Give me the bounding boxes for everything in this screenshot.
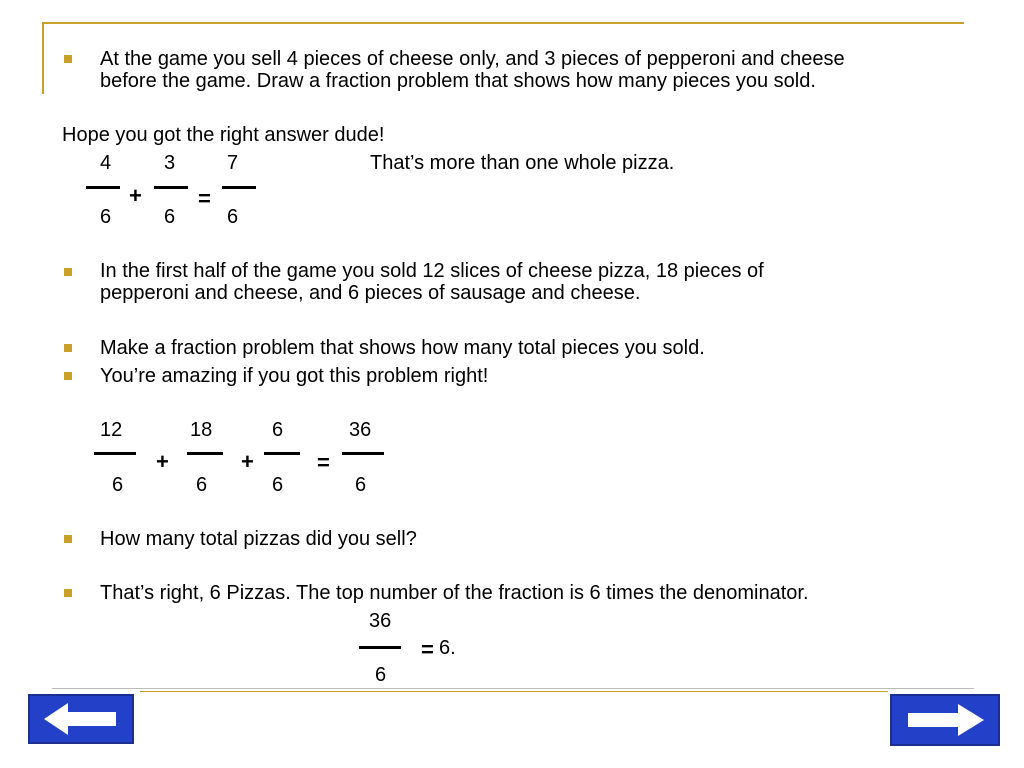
- fraction-numerator: 36: [349, 419, 372, 441]
- fraction-bar: [187, 452, 223, 455]
- fraction-denominator: 6: [112, 474, 124, 496]
- answer1-intro: Hope you got the right answer dude!: [62, 124, 385, 146]
- bullet: [64, 268, 72, 276]
- equals-sign: =: [317, 450, 330, 475]
- fraction-numerator: 18: [190, 419, 213, 441]
- problem1-line1: At the game you sell 4 pieces of cheese only, and 3 pieces of pepperoni and cheese: [100, 48, 845, 70]
- right-arrow-icon: [892, 696, 998, 744]
- top-border: [42, 22, 964, 24]
- bullet: [64, 535, 72, 543]
- problem2-line1: In the first half of the game you sold 12 slices of cheese pizza, 18 pieces of: [100, 260, 764, 282]
- fraction-numerator: 3: [164, 152, 176, 174]
- fraction-numerator: 6: [272, 419, 284, 441]
- fraction-denominator: 6: [272, 474, 284, 496]
- forward-button[interactable]: [890, 694, 1000, 746]
- answer1-remark: That’s more than one whole pizza.: [370, 152, 675, 174]
- fraction-numerator: 4: [100, 152, 112, 174]
- bottom-divider: [52, 688, 974, 689]
- fraction-bar: [264, 452, 300, 455]
- bullet: [64, 589, 72, 597]
- bottom-accent: [140, 691, 888, 692]
- result-value: 6.: [439, 637, 456, 659]
- fraction-numerator: 36: [369, 610, 392, 632]
- fraction-denominator: 6: [100, 206, 112, 228]
- answer3-text: That’s right, 6 Pizzas. The top number of the fraction is 6 times the denominator.: [100, 582, 809, 604]
- fraction-bar: [222, 186, 256, 189]
- fraction-denominator: 6: [196, 474, 208, 496]
- equals-sign: =: [421, 637, 434, 662]
- fraction-bar: [94, 452, 136, 455]
- fraction-bar: [154, 186, 188, 189]
- fraction-bar: [86, 186, 120, 189]
- left-arrow-icon: [30, 696, 132, 742]
- fraction-numerator: 12: [100, 419, 123, 441]
- plus-sign: +: [156, 449, 169, 474]
- problem2-line2: pepperoni and cheese, and 6 pieces of sausage and cheese.: [100, 282, 641, 304]
- plus-sign: +: [241, 449, 254, 474]
- left-border: [42, 22, 44, 94]
- fraction-denominator: 6: [164, 206, 176, 228]
- bullet: [64, 372, 72, 380]
- problem1-line2: before the game. Draw a fraction problem that shows how many pieces you sold.: [100, 70, 816, 92]
- fraction-denominator: 6: [375, 664, 387, 686]
- bullet: [64, 55, 72, 63]
- bullet: [64, 344, 72, 352]
- fraction-denominator: 6: [355, 474, 367, 496]
- fraction-denominator: 6: [227, 206, 239, 228]
- fraction-numerator: 7: [227, 152, 239, 174]
- praise2-text: You’re amazing if you got this problem right!: [100, 365, 489, 387]
- plus-sign: +: [129, 183, 142, 208]
- back-button[interactable]: [28, 694, 134, 744]
- fraction-bar: [342, 452, 384, 455]
- task2-text: Make a fraction problem that shows how many total pieces you sold.: [100, 337, 705, 359]
- fraction-bar: [359, 646, 401, 649]
- equals-sign: =: [198, 186, 211, 211]
- question3-text: How many total pizzas did you sell?: [100, 528, 417, 550]
